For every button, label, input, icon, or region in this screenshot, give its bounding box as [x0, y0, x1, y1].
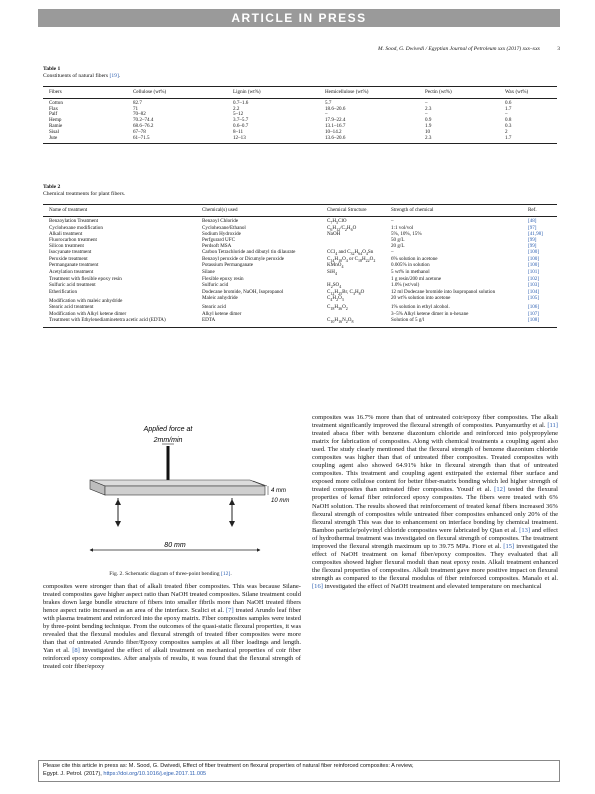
table2 [43, 204, 557, 328]
table1 [43, 86, 557, 144]
table-cell: Maleic anhydride [202, 295, 238, 302]
table-cell: Sulfuric acid [202, 281, 229, 288]
table-cell[interactable]: [100] [528, 262, 540, 269]
column-header: Chemical Structure [321, 205, 385, 217]
column-header: Hemicellulose (wt%) [319, 87, 419, 99]
table-cell: Acetylation treatment [49, 269, 94, 276]
specimen-top [90, 480, 265, 486]
table-cell: 10 [425, 128, 431, 135]
table-cell: Silane [202, 269, 215, 276]
table-cell: 1:1 vol/vol [391, 224, 414, 231]
table-cell: Treatment with Ethylenediaminetetra acetic acid (EDTA) [43, 318, 196, 327]
table-row [43, 226, 557, 233]
table-cell: 0.3 [505, 122, 512, 129]
table-cell: EDTA [196, 318, 321, 327]
table-cell: $C_4H_2O_3$ [327, 295, 344, 303]
body-text: investigated the effect of NaOH treatment on kenaf fiber/epoxy composites. They evaluated that all composites showed higher flexural moduli than neat epoxy resin. Alkali treatment enhanced the flexural properties of composites. Alkali treatment gave more positive impact on flexural strength as compared to the flexural modulus of fiber reinforced composites. Manalo et al. [312, 542, 558, 582]
table-cell: Cotton [49, 99, 63, 106]
table-cell: Sulfuric acid treatment [49, 281, 96, 288]
doi-link[interactable]: https://doi.org/10.1016/j.ejpe.2017.11.005 [103, 771, 207, 777]
table-cell: – [425, 111, 428, 118]
table-cell[interactable]: [103] [528, 281, 540, 288]
table-cell: 2.3 [425, 105, 432, 112]
table2-label: Table 2 [43, 184, 61, 190]
table-cell: 0.6–0.7 [233, 122, 249, 129]
table-cell: 68.6–76.2 [133, 122, 154, 129]
table-cell: Hemp [49, 117, 62, 124]
body-text: and effect of hydrothermal treatment was investigated on flexural strength of composites. The treatment improved the flexural strength maximum up to 39.75 MPa. Fiore et al. [312, 526, 558, 550]
table-cell: – [391, 248, 394, 255]
table-cell: 1.7 [505, 105, 512, 112]
table-cell: Modification with maleic anhydride [49, 298, 123, 305]
table-cell[interactable]: [97] [528, 224, 537, 231]
table-cell: 10–14.2 [325, 128, 342, 135]
three-point-bending-diagram [60, 420, 290, 570]
table-cell: Silicon treatment [49, 243, 84, 250]
table-cell: 8–11 [233, 128, 243, 135]
table-cell[interactable]: [100] [528, 255, 540, 262]
citation-line: Please cite this article in press as: M. Sood, G. Dwivedi, Effect of fiber treatment on flexural properties of natural fiber reinforced composites: A review, [43, 763, 414, 769]
table-cell[interactable]: [101] [528, 269, 540, 276]
table-cell: Modification with Alkyl ketene dimer [49, 311, 127, 318]
table-cell: 0.8 [505, 117, 512, 124]
table-cell: 5 wt% in methanol [391, 269, 430, 276]
table-cell: 0.005% in solution [391, 262, 430, 269]
reference-link[interactable]: [19] [109, 73, 119, 79]
table-cell: – [505, 111, 508, 118]
table-cell: Ramie [49, 122, 63, 129]
table-row [43, 250, 557, 257]
table-cell: Peroxide treatment [49, 255, 88, 262]
table-cell[interactable]: [102] [528, 276, 540, 283]
table-cell: Cyclohexane/Ethanol [202, 224, 246, 231]
reference-link[interactable]: [11] [547, 422, 558, 430]
table-cell: 1.9 [425, 122, 432, 129]
table-cell: 70–82 [133, 111, 146, 118]
table-cell[interactable]: [105] [528, 295, 540, 302]
table2-caption: Table 2 Chemical treatments for plant fibers. [43, 184, 126, 197]
table-cell: Sodium Hydroxide [202, 231, 241, 238]
table-cell: Cyclohexane modification [49, 224, 103, 231]
article-in-press-banner: ARTICLE IN PRESS [38, 9, 560, 27]
table-cell: – [425, 99, 428, 106]
table-row [43, 98, 557, 106]
table-cell: Fluorocarbon treatment [49, 237, 97, 244]
table-row [43, 136, 557, 144]
table-cell: 5.7 [325, 99, 332, 106]
table-cell: SiH$_4$ [327, 269, 337, 277]
table-cell[interactable]: [107] [528, 311, 540, 318]
table-row [43, 263, 557, 270]
table-cell: Isocyanate treatment [49, 248, 92, 255]
table-cell: $H_2SO_4$ [327, 281, 342, 289]
width-label: 10 mm [271, 498, 290, 504]
column-header: Strength of chemical [385, 205, 522, 217]
reference-link[interactable]: [15] [503, 542, 515, 550]
page-number: 3 [557, 46, 560, 52]
thickness-label: 4 mm [271, 488, 286, 494]
table-cell: Stearic acid [202, 304, 226, 311]
table-cell: Etherification [49, 288, 78, 295]
body-text: investigated the effect of alkali treatment on mechanical properties of coir fiber reinforced epoxy composites. After analysis of results, it was found that the flexural strength of treated coir fiber/epoxy [43, 647, 301, 671]
table-cell: Benzoyl Chloride [202, 217, 239, 224]
table-cell[interactable]: [99] [528, 237, 537, 244]
table-cell: 0.7–1.6 [233, 99, 249, 106]
body-text-right-column [312, 414, 558, 591]
table-cell: 2 [505, 128, 508, 135]
body-text-left-column [43, 583, 301, 672]
table-cell[interactable]: [108] [522, 318, 557, 327]
column-header: Cellulose (wt%) [127, 87, 227, 99]
table-cell: 20 wt% solution into acetone [391, 295, 451, 302]
table-cell: – [325, 111, 328, 118]
table-cell: Permanganate treatment [49, 262, 99, 269]
table-cell: CCl$_4$ and $C_{32}H_{64}O_4Sn$ [327, 248, 374, 256]
table-cell: 1 g resin/200 ml acetone [391, 276, 442, 283]
table-cell: 6% solution in acetone [391, 255, 438, 262]
reference-link[interactable]: [8] [72, 647, 80, 655]
reference-link[interactable]: [12] [494, 486, 506, 494]
table-cell: 12–13 [227, 136, 319, 144]
table-cell: $C_{10}H_{16}N_2O_8$ [321, 318, 385, 327]
body-text: composites were stronger than that of alkali treated fiber composites. This was because Silane-treated composites gave higher aspect ratio than NaOH treated composites. Silane treatment could brakes down large bundle structure of fibers into smaller fibrils more than NaOH treated fibers hence aspect ratio increased as an area of the interface. Scalici et al. [43, 583, 301, 615]
journal-running-title: M. Sood, G. Dwivedi / Egyptian Journal of Petroleum xxx (2017) xxx–xxx [378, 46, 540, 52]
table-cell: 18.6–20.6 [325, 105, 346, 112]
table-cell: 20 g/L [391, 243, 405, 250]
table-cell: 3.7–5.7 [233, 117, 249, 124]
column-header: Pectin (wt%) [419, 87, 499, 99]
table-cell[interactable]: [99] [528, 243, 537, 250]
table-row [43, 257, 557, 264]
body-text: investigated the effect of NaOH treatment and elevated temperature on mechanical [322, 582, 542, 590]
table-cell: 5–12 [233, 111, 244, 118]
table-cell: 71 [133, 105, 139, 112]
table-cell[interactable]: [48] [528, 217, 537, 224]
table-row [43, 216, 557, 225]
table-cell: NaOH [327, 231, 341, 238]
table-cell: Perdsoft MSA [202, 243, 232, 250]
table-cell: 1% solution in ethyl alcohol. [391, 304, 450, 311]
table-cell: Solution of 5 g/l [385, 318, 522, 327]
table-cell: 5%, 10%, 15% [391, 231, 422, 238]
table-cell: 2.2 [233, 105, 240, 112]
table-cell[interactable]: [41,98] [528, 231, 543, 238]
table-cell: Benzoylation Treatment [49, 217, 99, 224]
figure2-caption: Fig. 2. Schematic diagram of three-point bending [12]. [109, 571, 232, 577]
body-text: composites was 16.7% more than that of untreated coir/epoxy fiber composites. The alkali treatment significantly improved the flexural strength of composites. Punyamurthy et al. [312, 414, 558, 430]
body-text: treated Arundo leaf fiber with plasma treatment and reinforced into the epoxy matrix. Fiber composites samples were tested by three-point bending technique. From the outcomes of the quasi-static flexural properties, it was revealed that the flexural modules and flexural strength of treated fiber composites were more than that of untreated Arundo fiber/Epoxy composites samples at all fiber loadings and length. Yan et al. [43, 607, 302, 655]
table-row [43, 318, 557, 327]
span-label: 80 mm [164, 542, 186, 549]
table-cell: 0.6 [505, 99, 512, 106]
table-cell: Benzoyl peroxide or Dicumyle peroxide [202, 255, 285, 262]
citation-box: Please cite this article in press as: M. Sood, G. Dwivedi, Effect of fiber treatment on flexural properties of natural fiber reinforced composites: A review, Egypt. J. Petrol. (2017), https://doi.org/10.1016/j.ejpe.2017.11.005 [38, 760, 560, 782]
reference-link[interactable]: [16] [312, 582, 323, 590]
table-cell: $C_{12}H_{25}Br$, $C_3H_8O$ [327, 288, 365, 296]
table-cell: Stearic acid treatment [49, 304, 94, 311]
table1-caption: Table 1 Constituents of natural fibers [19]. [43, 66, 121, 79]
table-cell: 13.6–20.6 [319, 136, 419, 144]
table-cell: Palf [49, 111, 58, 118]
table-cell: Flax [49, 105, 59, 112]
column-header: Wax (wt%) [499, 87, 557, 99]
table-cell: Alkali treatment [49, 231, 83, 238]
table-cell: 1.0% (wt/vol) [391, 281, 420, 288]
body-text: tested the flexural properties of kenaf fiber reinforced epoxy composites. The fibers were treated with 6% NaOH solution. The results showed that reinforcement of treated kenaf fibers increased 36% flexural strength of composites while untreated fiber composites enhanced only 20% of the flexural strength This was due to enhancement on interface bonding by chemical treatment. Bamboo particle/polyvinyl chloride composites were fabricated by Qian et al. [312, 486, 558, 534]
table-cell: Carbon Tetrachloride and dibutyl tin dilaurate [202, 248, 296, 255]
table-cell: 67–78 [133, 128, 146, 135]
table-cell[interactable]: [106] [528, 304, 540, 311]
table-cell: Jute [43, 136, 127, 144]
loading-pin [167, 446, 170, 480]
applied-force-rate: 2mm/min [153, 437, 183, 444]
table-cell: $C_6H_{12}/C_2H_6O$ [327, 224, 357, 232]
table-cell: 70.2–74.4 [133, 117, 154, 124]
table-cell: 0.9 [425, 117, 432, 124]
column-header: Ref. [522, 205, 557, 217]
body-text: treated abaca fiber with benzene diazonium chloride and reinforced into polypropylene matrix for fabrication of composites. Along with chemical treatments a coupling agent also used. The study clearly mentioned that the flexural strength of benzene diazonium chloride composites was higher than that of untreated fiber composites. Treated composites with coupling agent also showed 64.91% hike in flexural strength than that of untreated composites. This treatment and coupling agent extirpated the external fiber surface and exposed more cellulose content for better fiber-matrix bonding which led higher strength of treated composites than untreated fiber composites. Yousif et al. [312, 430, 558, 494]
table-cell[interactable]: [104] [528, 288, 540, 295]
table-cell: 61–71.5 [127, 136, 227, 144]
table-cell[interactable]: [100] [528, 248, 540, 255]
table-cell: 3–5% Alkyl ketene dimer in n-hexane [391, 311, 469, 318]
table2-header-row [43, 205, 557, 217]
table-cell: 12 ml Dodecane bromide into Isopropanol solution [391, 288, 496, 295]
table-cell: $C_7H_5ClO$ [327, 217, 347, 225]
table1-label: Table 1 [43, 66, 61, 72]
specimen-front [105, 486, 265, 495]
table-cell: Alkyl ketene dimer [202, 311, 242, 318]
table-row [43, 290, 557, 297]
reference-link[interactable]: [13] [519, 526, 531, 534]
table-cell: 17.9–22.4 [325, 117, 346, 124]
column-header: Fibers [43, 87, 127, 99]
table-cell: 13.1–16.7 [325, 122, 346, 129]
table-cell: – [391, 217, 394, 224]
table-cell: 50 g/L [391, 237, 405, 244]
column-header: Lignin (wt%) [227, 87, 319, 99]
table-cell: $C_{14}H_{10}O_4$ or $C_{18}H_{22}O_2$ [327, 255, 376, 263]
table-cell: Perfgurard UFC [202, 237, 235, 244]
table-cell: Flexible epoxy resin [202, 276, 244, 283]
table1-header-row [43, 87, 557, 99]
table-cell: Dodecane bromide, NaOH, Isopropanol [202, 288, 284, 295]
table-cell: 2.3 [419, 136, 499, 144]
table-cell: KMnO$_4$ [327, 262, 344, 270]
table-row [43, 296, 557, 305]
reference-link[interactable]: [7] [225, 607, 234, 615]
table-cell: Potassium Permanganate [202, 262, 254, 269]
applied-force-label: Applied force at [143, 426, 193, 433]
table-cell: Sisal [49, 128, 59, 135]
column-header: Name of treatment [43, 205, 196, 217]
column-header: Chemical(s) used [196, 205, 321, 217]
reference-link[interactable]: [12] [220, 571, 231, 577]
table-cell: $C_{18}H_{36}O_2$ [327, 304, 348, 312]
table-cell: Treatment with flexible epoxy resin [49, 276, 122, 283]
table-cell: 1.7 [499, 136, 557, 144]
table-cell: 82.7 [133, 99, 142, 106]
